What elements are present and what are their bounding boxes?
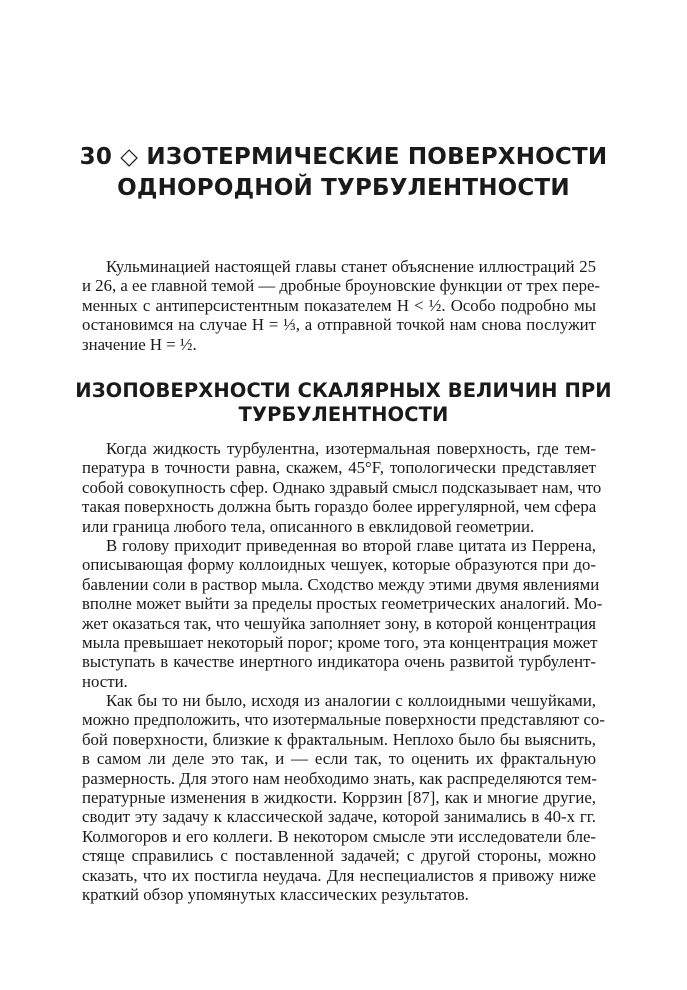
chapter-title-line: ОДНОРОДНОЙ ТУРБУЛЕНТНОСТИ <box>117 175 570 201</box>
text-line: сводит эту задачу к классической задаче, которой занимались в 40-х гг. <box>82 807 596 827</box>
body-paragraph-2 <box>82 536 603 691</box>
intro-paragraph <box>82 257 601 354</box>
text-line: Колмогоров и его коллеги. В некотором смысле эти исследователи бле- <box>82 826 596 846</box>
text-line: Как бы то ни было, исходя из аналогии с коллоидными чешуйками, <box>106 691 596 710</box>
text-line: размерность. Для этого нам необходимо знать, как распределяются тем- <box>82 768 598 788</box>
text-line: стяще справились с поставленной задачей; с другой стороны, можно <box>82 846 596 866</box>
text-line: собой совокупность сфер. Однако здравый смысл подсказывает нам, что <box>82 477 602 497</box>
section-heading-line: ИЗОПОВЕРХНОСТИ СКАЛЯРНЫХ ВЕЛИЧИН ПРИ <box>75 379 612 402</box>
text-line: сказать, что их постигла неудача. Для неспециалистов я привожу ниже <box>82 865 596 885</box>
text-line: можно предположить, что изотермальные поверхности представляют со- <box>82 710 605 730</box>
text-line: Когда жидкость турбулентна, изотермальная поверхность, где тем- <box>106 439 596 458</box>
text-line: или граница любого тела, описанного в евклидовой геометрии. <box>82 516 535 536</box>
text-line: менных с антиперсистентным показателем H < ½. Особо подробно мы <box>82 295 596 315</box>
text-line: В голову приходит приведенная во второй главе цитата из Перрена, <box>106 536 596 555</box>
body-paragraph-3 <box>82 691 605 905</box>
text-line: пературные изменения в жидкости. Коррзин [87], как и многие другие, <box>82 788 596 808</box>
text-line: мыла превышает некоторый порог; кроме того, эта концентрация может <box>82 633 598 653</box>
text-line: пература в точности равна, скажем, 45°F, топологически представляет <box>82 458 596 478</box>
section-heading <box>40 379 647 427</box>
text-line: краткий обзор упомянутых классических результатов. <box>82 885 469 905</box>
text-line: жет оказаться так, что чешуйка заполняет зону, в которой концентрация <box>82 613 596 633</box>
text-line: такая поверхность должна быть гораздо более иррегулярной, чем сфера <box>82 497 597 517</box>
text-line: ности. <box>82 671 128 691</box>
text-line: бой поверхности, близкие к фрактальным. Неплохо было бы выяснить, <box>82 729 596 749</box>
chapter-title <box>40 142 647 204</box>
text-line: Кульминацией настоящей главы станет объяснение иллюстраций 25 <box>106 257 596 276</box>
text-line: выступать в качестве инертного индикатора очень развитой турбулент- <box>82 652 596 672</box>
text-line: значение H = ½. <box>82 334 197 354</box>
section-heading-line: ТУРБУЛЕНТНОСТИ <box>238 403 449 426</box>
text-line: и 26, а ее главной темой — дробные броуновские функции от трех пере- <box>82 276 601 296</box>
body-paragraph-1 <box>82 439 602 536</box>
text-line: вполне может выйти за пределы простых геометрических аналогий. Мо- <box>82 594 603 614</box>
text-line: остановимся на случае H = ⅓, а отправной точкой нам снова послужит <box>82 315 596 335</box>
text-line: описывающая форму коллоидных чешуек, которые образуются при до- <box>82 555 596 575</box>
text-line: бавлении соли в раствор мыла. Сходство между этими двумя явлениями <box>82 574 600 594</box>
chapter-title-line: 30 ◇ ИЗОТЕРМИЧЕСКИЕ ПОВЕРХНОСТИ <box>79 144 608 170</box>
text-line: в самом ли деле это так, и — если так, то оценить их фрактальную <box>82 749 596 769</box>
